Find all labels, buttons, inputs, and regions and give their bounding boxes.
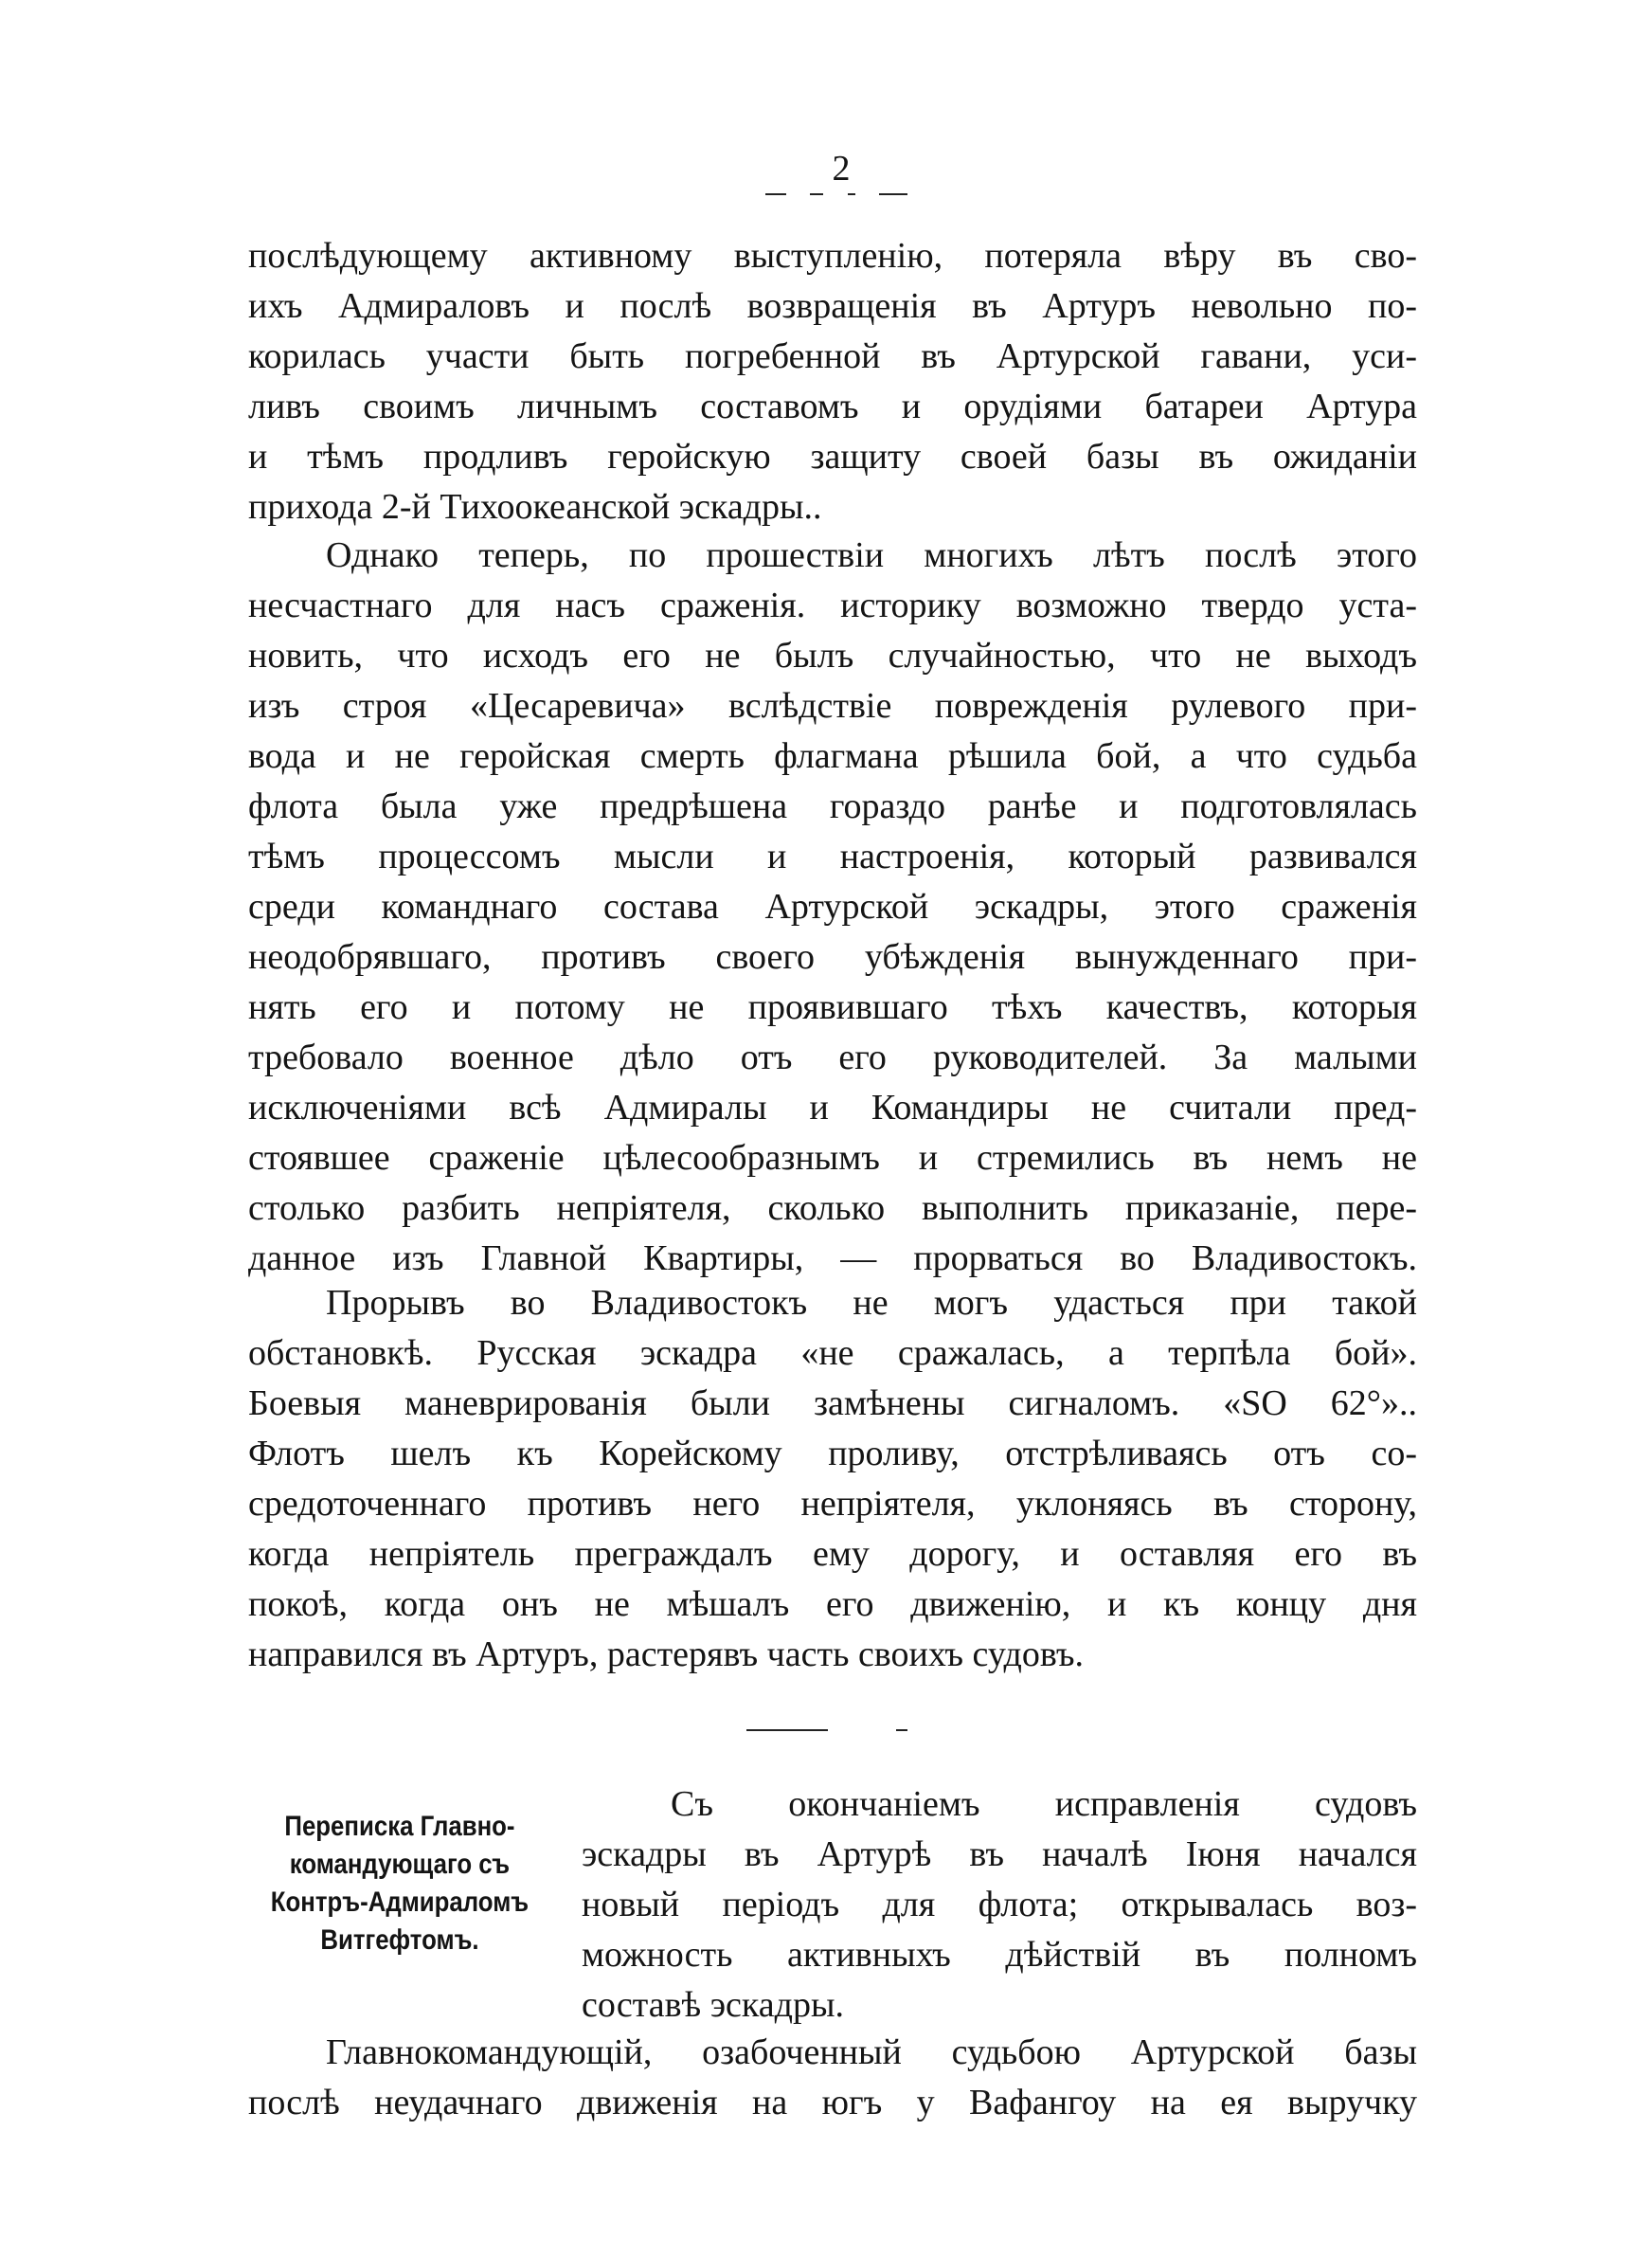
- text-line: нять его и потому не проявившаго тѣхъ качествъ, которыя: [248, 987, 1417, 1027]
- marginal-note-line: командующаго съ: [289, 1849, 511, 1880]
- text-line: когда непріятель преграждалъ ему дорогу, и оставляя его въ: [248, 1534, 1417, 1574]
- marginal-note: [248, 1808, 551, 1959]
- text-line: требовало военное дѣло отъ его руководителей. За малыми: [248, 1038, 1417, 1077]
- text-line: составѣ эскадры.: [582, 1985, 844, 2025]
- section-separator-short: [896, 1729, 907, 1731]
- text-line: новый періодъ для флота; открывалась воз-: [582, 1885, 1417, 1924]
- text-line: эскадры въ Артурѣ въ началѣ Іюня начался: [582, 1834, 1417, 1874]
- marginal-note-line: Контръ-Адмираломъ: [270, 1887, 530, 1918]
- paragraph-3: [248, 1278, 1417, 1680]
- text-line: изъ строя «Цесаревича» вслѣдствіе поврежденія рулевого при-: [248, 686, 1417, 726]
- paragraph-5: [248, 2028, 1417, 2128]
- text-line: корилась участи быть погребенной въ Артурской гавани, уси-: [248, 336, 1417, 376]
- text-line: послѣ неудачнаго движенія на югъ у Вафангоу на ея выручку: [248, 2083, 1417, 2122]
- section-separator: [746, 1729, 828, 1731]
- text-line: столько разбить непріятеля, сколько выполнить приказаніе, пере-: [248, 1188, 1417, 1228]
- text-line: вода и не геройская смерть флагмана рѣшила бой, а что судьба: [248, 736, 1417, 776]
- dash: [765, 193, 786, 195]
- paragraph-4: [582, 1779, 1417, 2031]
- text-line: стоявшее сраженіе цѣлесообразнымъ и стремились въ немъ не: [248, 1138, 1417, 1178]
- dash: [848, 193, 855, 195]
- text-line: среди команднаго состава Артурской эскадры, этого сраженія: [248, 887, 1417, 927]
- dash: [810, 193, 823, 195]
- text-line: Главнокомандующій, озабоченный судьбою Артурской базы: [326, 2032, 1417, 2072]
- text-line: исключеніями всѣ Адмиралы и Командиры не считали пред-: [248, 1088, 1417, 1128]
- text-line: неодобрявшаго, противъ своего убѣжденія вынужденнаго при-: [248, 937, 1417, 977]
- text-line: направился въ Артуръ, растерявъ часть своихъ судовъ.: [248, 1634, 1084, 1674]
- dash: [879, 193, 907, 195]
- paragraph-1: [248, 231, 1417, 533]
- marginal-note-line: Переписка Главно-: [284, 1811, 515, 1842]
- text-line: данное изъ Главной Квартиры, — прорваться во Владивостокъ.: [248, 1238, 1417, 1278]
- text-line: средоточеннаго противъ него непріятеля, уклоняясь въ сторону,: [248, 1484, 1417, 1524]
- text-line: Однако теперь, по прошествіи многихъ лѣтъ послѣ этого: [326, 535, 1417, 575]
- text-line: Флотъ шелъ къ Корейскому проливу, отстрѣливаясь отъ со-: [248, 1434, 1417, 1473]
- text-line: новить, что исходъ его не былъ случайностью, что не выходъ: [248, 636, 1417, 676]
- text-line: Боевыя маневрированія были замѣнены сигналомъ. «SO 62°»..: [248, 1383, 1417, 1423]
- text-line: Прорывъ во Владивостокъ не могъ удасться при такой: [326, 1283, 1417, 1323]
- text-line: тѣмъ процессомъ мысли и настроенія, который развивался: [248, 837, 1417, 876]
- page-number: 2: [832, 149, 854, 189]
- text-line: несчастнаго для насъ сраженія. историку возможно твердо уста-: [248, 586, 1417, 625]
- text-line: послѣдующему активному выступленію, потеряла вѣру въ сво-: [248, 236, 1417, 276]
- marginal-note-line: Витгефтомъ.: [320, 1924, 479, 1956]
- text-line: прихода 2-й Тихоокеанской эскадры..: [248, 487, 822, 527]
- text-line: Съ окончаніемъ исправленія судовъ: [671, 1784, 1417, 1824]
- text-line: покоѣ, когда онъ не мѣшалъ его движенію, и къ концу дня: [248, 1584, 1417, 1624]
- page-number-dashes: [765, 193, 907, 195]
- text-line: флота была уже предрѣшена гораздо ранѣе и подготовлялась: [248, 786, 1417, 826]
- text-line: обстановкѣ. Русская эскадра «не сражалась, а терпѣла бой».: [248, 1333, 1417, 1373]
- paragraph-2: [248, 531, 1417, 1284]
- text-line: ихъ Адмираловъ и послѣ возвращенія въ Артуръ невольно по-: [248, 286, 1417, 326]
- text-line: и тѣмъ продливъ геройскую защиту своей базы въ ожиданіи: [248, 437, 1417, 477]
- text-line: ливъ своимъ личнымъ составомъ и орудіями батареи Артура: [248, 387, 1417, 426]
- text-line: можность активныхъ дѣйствій въ полномъ: [582, 1935, 1417, 1975]
